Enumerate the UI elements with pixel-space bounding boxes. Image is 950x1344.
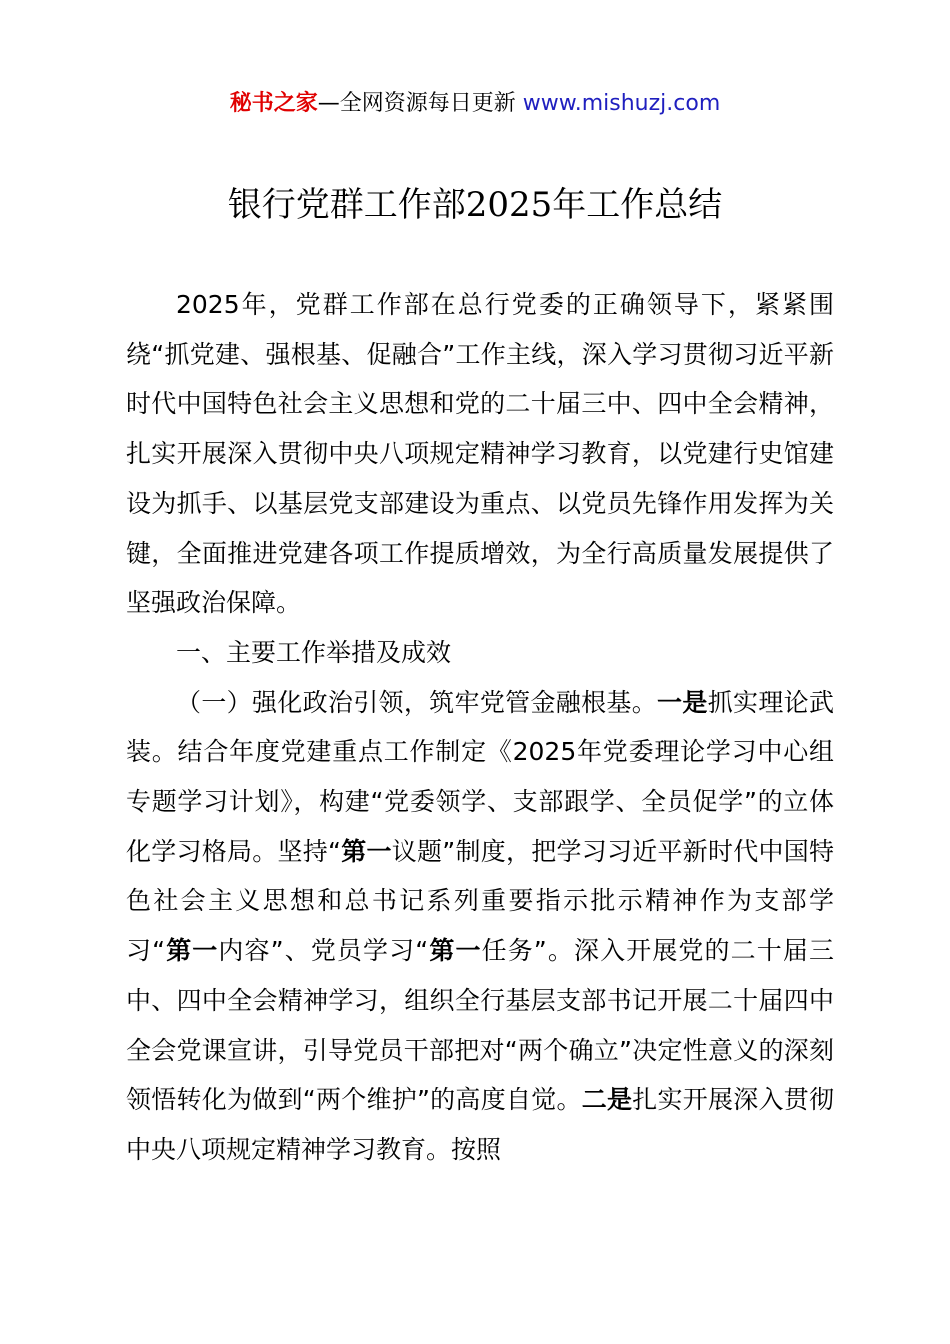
intro-paragraph: 2025年，党群工作部在总行党委的正确领导下，紧紧围绕“抓党建、强根基、促融合”工作主线，深入学习贯彻习近平新时代中国特色社会主义思想和党的二十届三中、四中全会精神，扎实开展深入贯彻中央八项规定精神学习教育，以党建行史馆建设为抓手、以基层党支部建设为重点、以党员先锋作用发挥为关键，全面推进党建各项工作提质增效，为全行高质量发展提供了坚强政治保障。 <box>126 290 834 618</box>
paragraph-text: 内容”、党员学习“ <box>218 936 429 966</box>
paragraph-text: 抓实理论武装。结合年度党建重点工作制定《2025年党委理论学习中心组专题学习计划》，构建“党委领学、支部跟学、全员促学”的立体化学习格局。坚持“ <box>126 687 834 866</box>
site-url-link[interactable]: www.mishuzj.com <box>522 91 721 116</box>
body-paragraph <box>126 678 834 1175</box>
paragraph-text: 任务”。深入开展党的二十届三中、四中全会精神学习，组织全行基层支部书记开展二十届四中全会党课宣讲，引导党员干部把对“两个确立”决定性意义的深刻领悟转化为做到“两个维护”的高度自觉。 <box>126 936 834 1115</box>
bold-marker: 二是 <box>581 1085 633 1115</box>
banner-slogan: —全网资源每日更新 <box>317 91 523 116</box>
paragraph-text: 议题”制度，把学习习近平新时代中国特色社会主义思想和总书记系列重要指示批示精神作为支部学习“ <box>126 836 834 966</box>
subsection-heading: （一）强化政治引领，筑牢党管金融根基。 <box>176 687 658 717</box>
document-body <box>126 280 834 1175</box>
bold-marker: 第一 <box>165 936 219 966</box>
document-title: 银行党群工作部2025年工作总结 <box>227 185 723 225</box>
bold-marker: 第一 <box>340 836 392 866</box>
bold-marker: 第一 <box>428 936 482 966</box>
paragraph-text: 扎实开展深入贯彻中央八项规定精神学习教育。按照 <box>126 1085 834 1164</box>
site-banner <box>0 88 950 120</box>
brand-name: 秘书之家 <box>229 91 318 116</box>
section-heading: 一、主要工作举措及成效 <box>176 637 452 667</box>
bold-marker: 一是 <box>657 687 708 717</box>
